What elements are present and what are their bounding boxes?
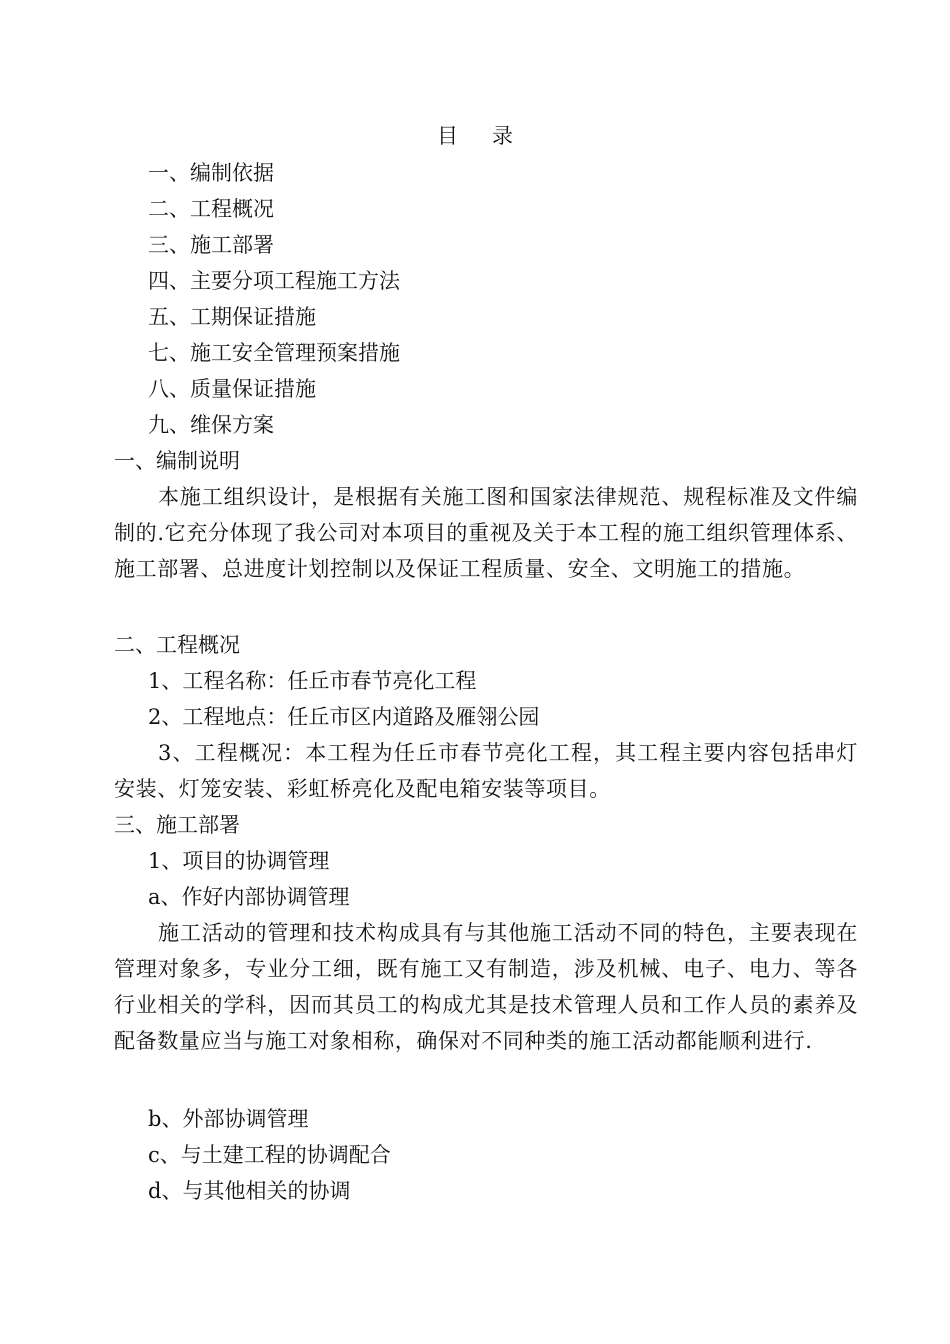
section-3-item-1: 1、项目的协调管理 [148,849,330,873]
section-2-item-2: 2、工程地点：任丘市区内道路及雁翎公园 [148,705,540,729]
section-heading-2: 二、工程概况 [114,633,240,657]
toc-title-left: 目 [437,124,458,148]
toc-item: 七、施工安全管理预案措施 [148,341,400,365]
section-3-sub-b: b、外部协调管理 [148,1107,309,1131]
toc-item: 八、质量保证措施 [148,377,316,401]
section-3-sub-c: c、与土建工程的协调配合 [148,1143,391,1167]
toc-item: 二、工程概况 [148,197,274,221]
section-3-paragraph: 施工活动的管理和技术构成具有与其他施工活动不同的特色，主要表现在管理对象多，专业分工细，既有施工又有制造，涉及机械、电子、电力、等各行业相关的学科，因而其员工的构成尤其是技术管理人员和工作人员的素养及配备数量应当与施工对象相称，确保对不同种类的施工活动都能顺利进行. [114,921,858,1053]
section-2-item-1: 1、工程名称：任丘市春节亮化工程 [148,669,477,693]
toc-item: 五、工期保证措施 [148,305,316,329]
section-heading-1: 一、编制说明 [114,449,240,473]
toc-item: 九、维保方案 [148,413,274,437]
toc-title-right: 录 [492,124,513,148]
toc-item: 一、编制依据 [148,161,274,185]
toc-title [0,120,950,152]
section-1-paragraph: 本施工组织设计，是根据有关施工图和国家法律规范、规程标准及文件编制的.它充分体现了我公司对本项目的重视及关于本工程的施工组织管理体系、施工部署、总进度计划控制以及保证工程质量、安全、文明施工的措施。 [114,485,858,581]
section-3-sub-a: a、作好内部协调管理 [148,885,350,909]
section-3-sub-d: d、与其他相关的协调 [148,1179,351,1203]
section-2-item-3: 3、工程概况：本工程为任丘市春节亮化工程，其工程主要内容包括串灯安装、灯笼安装、彩虹桥亮化及配电箱安装等项目。 [114,741,858,801]
section-heading-3: 三、施工部署 [114,813,240,837]
toc-item: 四、主要分项工程施工方法 [148,269,400,293]
toc-item: 三、施工部署 [148,233,274,257]
